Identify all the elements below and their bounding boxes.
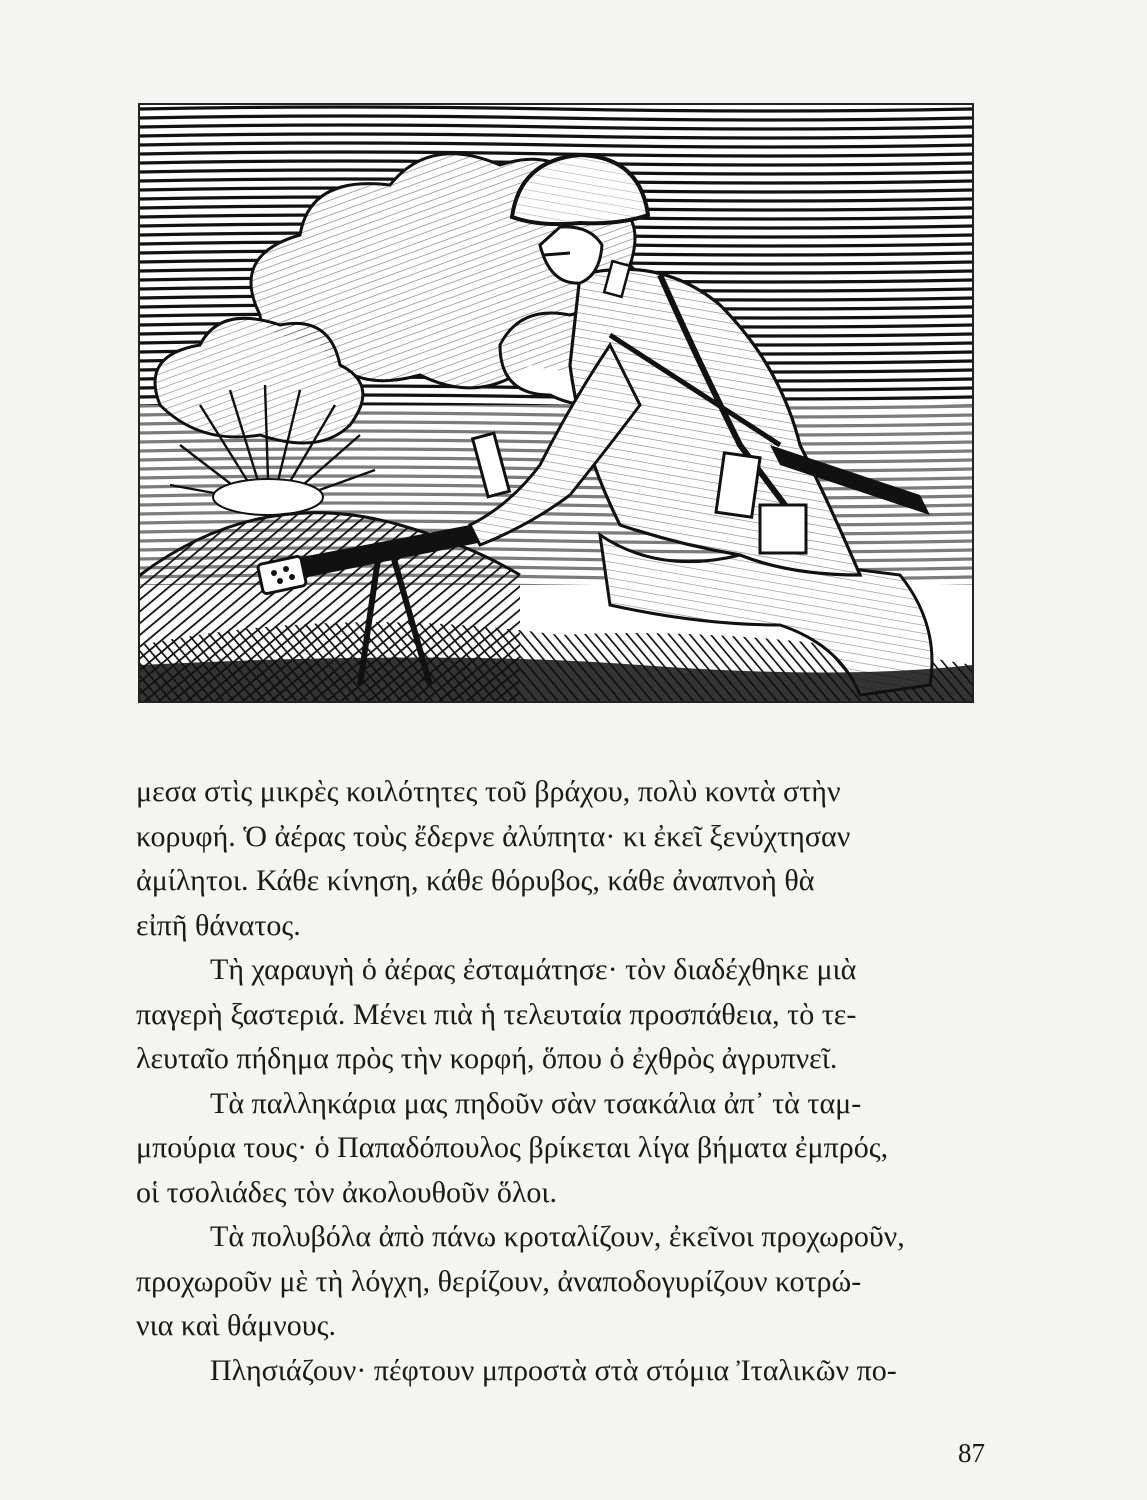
text-line: κορυφή. Ὁ ἀέρας τοὺς ἔδερνε ἀλύπητα· κι ἐκεῖ ξενύχτησαν xyxy=(136,819,851,853)
body-text xyxy=(136,770,996,1393)
text-line: νια καὶ θάμνους. xyxy=(136,1309,336,1342)
paragraph-5 xyxy=(136,1349,996,1394)
text-line: Τὰ παλληκάρια μας πηδοῦν σὰν τσακάλια ἀπ᾽ τὰ ταμ- xyxy=(210,1086,862,1120)
text-line: παγερὴ ξαστεριά. Μένει πιὰ ἡ τελευταία προσπάθεια, τὸ τε- xyxy=(136,997,857,1031)
paragraph-3 xyxy=(136,1082,996,1216)
paragraph-4 xyxy=(136,1215,996,1349)
text-line: λευταῖο πήδημα πρὸς τὴν κορφή, ὅπου ὁ ἐχθρὸς ἀγρυπνεῖ. xyxy=(136,1042,838,1075)
page-number: 87 xyxy=(958,1438,985,1468)
text-line: Τὰ πολυβόλα ἀπὸ πάνω κροταλίζουν, ἐκεῖνοι προχωροῦν, xyxy=(210,1220,905,1253)
text-line: οἱ τσολιάδες τὸν ἀκολουθοῦν ὅλοι. xyxy=(136,1175,557,1209)
woodcut-soldier-image xyxy=(140,105,972,701)
paragraph-2 xyxy=(136,948,996,1082)
text-line: Τὴ χαραυγὴ ὁ ἀέρας ἐσταμάτησε· τὸν διαδέχθηκε μιὰ xyxy=(210,953,857,986)
paragraph-1 xyxy=(136,770,996,948)
text-line: Πλησιάζουν· πέφτουν μπροστὰ στὰ στόμια Ἰταλικῶν πο- xyxy=(210,1353,897,1387)
text-line: μπούρια τους· ὁ Παπαδόπουλος βρίκεται λίγα βήματα ἐμπρός, xyxy=(136,1131,889,1164)
text-line: προχωροῦν μὲ τὴ λόγχη, θερίζουν, ἀναποδογυρίζουν κοτρώ- xyxy=(136,1264,862,1298)
text-line: εἰπῆ θάνατος. xyxy=(136,908,301,942)
woodcut-illustration xyxy=(138,103,974,703)
text-line: μεσα στὶς μικρὲς κοιλότητες τοῦ βράχου, πολὺ κοντὰ στὴν xyxy=(136,775,841,808)
text-line: ἀμίλητοι. Κάθε κίνηση, κάθε θόρυβος, κάθε ἀναπνοὴ θὰ xyxy=(136,864,815,897)
